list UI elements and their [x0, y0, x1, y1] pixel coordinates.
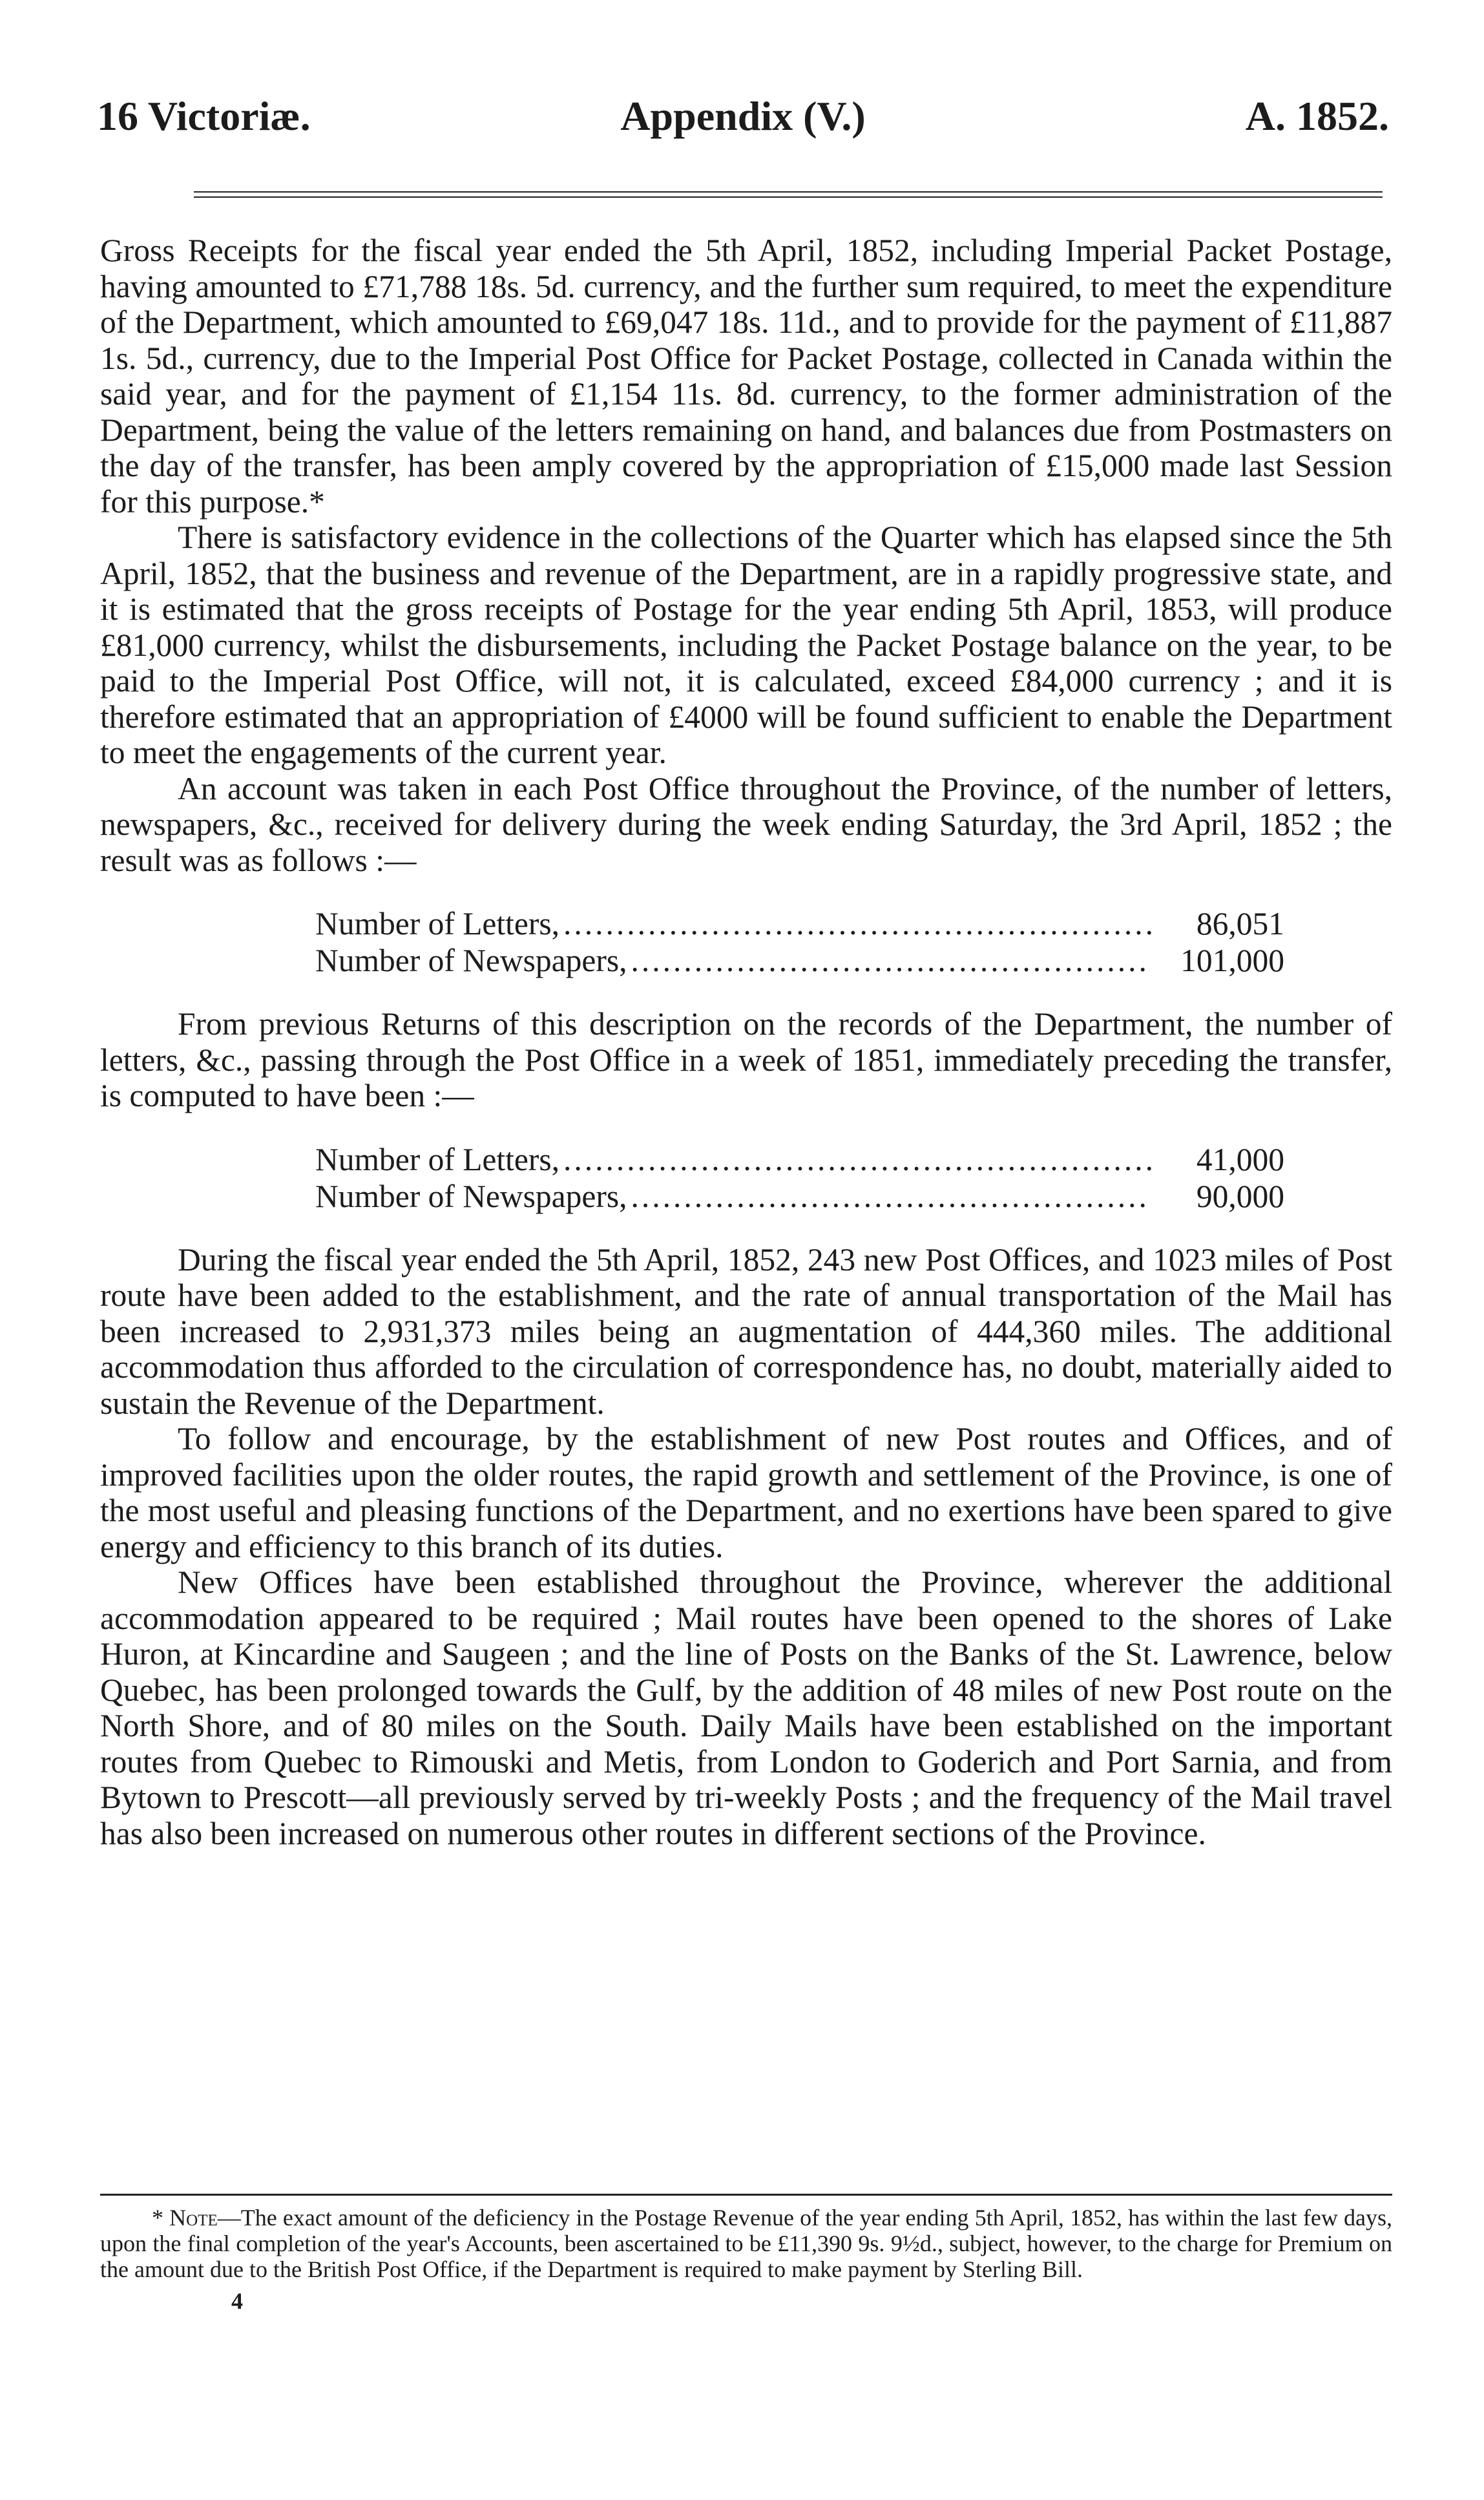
leader-dots [563, 905, 1151, 942]
stat-value: 90,000 [1196, 1178, 1284, 1214]
header-rule [194, 191, 1383, 198]
header-appendix: Appendix (V.) [620, 93, 866, 139]
stat-label: Number of Letters, [315, 906, 559, 941]
footnote-lead: * Note [152, 2205, 218, 2231]
stat-value: 41,000 [1196, 1141, 1284, 1177]
footnote-rule [100, 2194, 1392, 2196]
paragraph-account-taken: An account was taken in each Post Office throughout the Province, of the number of letters, newspapers, &c., received for delivery during the week ending Saturday, the 3rd April, 1852 ; the result was as follows :— [100, 770, 1392, 878]
body-text [100, 233, 1392, 1851]
stat-label: Number of Newspapers, [315, 1178, 627, 1214]
leader-dots [631, 942, 1151, 979]
stat-row [315, 942, 1284, 979]
page-mark: 4 [231, 2288, 243, 2314]
header-session: 16 Victoriæ. [97, 93, 311, 139]
footnote-body: —The exact amount of the deficiency in the Postage Revenue of the year ending 5th April, 1852, has within the last few days, upon the final completion of the year's Accounts, been ascertained to be £11,390 9s. 9½d., subject, however, to the charge for Premium on the amount due to the British Post Office, if the Department is required to make payment by Sterling Bill. [100, 2205, 1392, 2282]
stat-row [315, 905, 1284, 942]
paragraph-previous-returns: From previous Returns of this description on the records of the Department, the number of letters, &c., passing through the Post Office in a week of 1851, immediately preceding the transfer, is computed to have been :— [100, 1006, 1392, 1113]
stats-1851 [315, 1141, 1284, 1215]
paragraph-fiscal-year: During the fiscal year ended the 5th April, 1852, 243 new Post Offices, and 1023 miles of Post route have been added to the establishment, and the rate of annual transportation of the Mail has been increased to 2,931,373 miles being an augmentation of 444,360 miles. The additional accommodation thus afforded to the circulation of correspondence has, no doubt, materially aided to sustain the Revenue of the Department. [100, 1241, 1392, 1421]
footnote [100, 2205, 1392, 2282]
stat-row [315, 1178, 1284, 1215]
stats-1852 [315, 905, 1284, 979]
paragraph-follow-encourage: To follow and encourage, by the establishment of new Post routes and Offices, and of improved facilities upon the older routes, the rapid growth and settlement of the Province, is one of the most useful and pleasing functions of the Department, and no exertions have been spared to give energy and efficiency to this branch of its duties. [100, 1421, 1392, 1564]
paragraph-satisfactory-evidence: There is satisfactory evidence in the collections of the Quarter which has elapsed since the 5th April, 1852, that the business and revenue of the Department, are in a rapidly progressive state, and it is estimated that the gross receipts of Postage for the year ending 5th April, 1853, will produce £81,000 currency, whilst the disbursements, including the Packet Postage balance on the year, to be paid to the Imperial Post Office, will not, it is calculated, exceed £84,000 currency ; and it is therefore estimated that an appropriation of £4000 will be found sufficient to enable the Department to meet the engagements of the current year. [100, 520, 1392, 770]
paragraph-new-offices: New Offices have been established throughout the Province, wherever the additional accommodation appeared to be required ; Mail routes have been opened to the shores of Lake Huron, at Kincardine and Saugeen ; and the line of Posts on the Banks of the St. Lawrence, below Quebec, has been prolonged towards the Gulf, by the addition of 48 miles of new Post route on the North Shore, and of 80 miles on the South. Daily Mails have been established on the important routes from Quebec to Rimouski and Metis, from London to Goderich and Port Sarnia, and from Bytown to Prescott—all previously served by tri-weekly Posts ; and the frequency of the Mail travel has also been increased on numerous other routes in different sections of the Province. [100, 1564, 1392, 1851]
leader-dots [563, 1141, 1151, 1178]
leader-dots [631, 1178, 1151, 1215]
stat-label: Number of Letters, [315, 1141, 559, 1177]
stat-row [315, 1141, 1284, 1178]
stat-value: 101,000 [1180, 943, 1284, 978]
paragraph-gross-receipts: Gross Receipts for the fiscal year ended the 5th April, 1852, including Imperial Packet Postage, having amounted to £71,788 18s. 5d. currency, and the further sum required, to meet the expenditure of the Department, which amounted to £69,047 18s. 11d., and to provide for the payment of £11,887 1s. 5d., currency, due to the Imperial Post Office for Packet Postage, collected in Canada within the said year, and for the payment of £1,154 11s. 8d. currency, to the former administration of the Department, being the value of the letters remaining on hand, and balances due from Postmasters on the day of the transfer, has been amply covered by the appropriation of £15,000 made last Session for this purpose.* [100, 233, 1392, 520]
footnote-text [100, 2205, 1392, 2282]
running-header [97, 90, 1389, 142]
header-year: A. 1852. [1245, 93, 1389, 139]
stat-label: Number of Newspapers, [315, 943, 627, 978]
stat-value: 86,051 [1196, 906, 1284, 941]
